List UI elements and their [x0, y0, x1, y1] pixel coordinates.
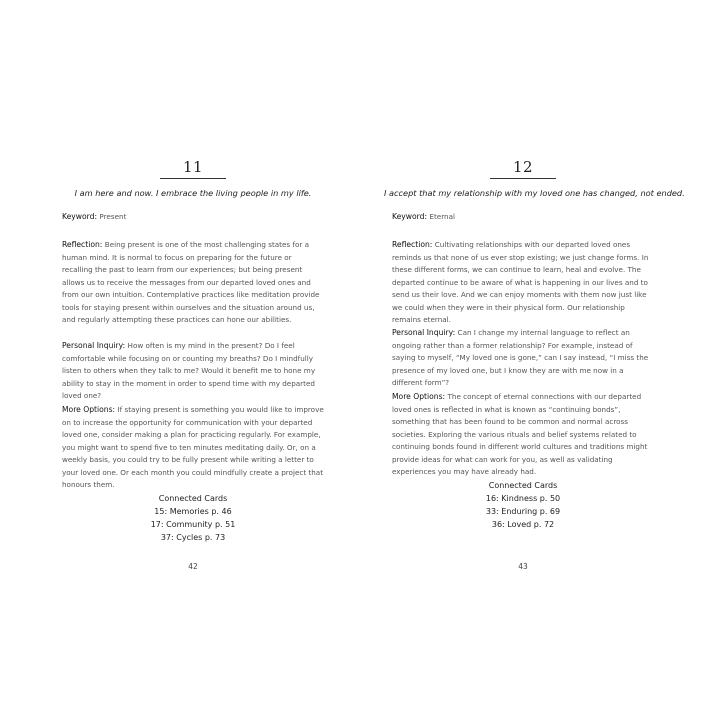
connected-cards	[392, 479, 654, 531]
connected-card-item: 37: Cycles p. 73	[160, 533, 226, 542]
left-page	[62, 0, 324, 720]
more-options-section: More Options: If staying present is something you would like to improve on to increase the opportunity for communication with your departed loved one, consider making a plan for practicing regularly. For example, you might want to spend five to ten minutes meditating daily. Or, on a weekly basis, you could try to be fully present while writing a letter to your loved one. Or each month you could mindfully create a project that honours them.	[62, 405, 324, 489]
keyword-label: Keyword	[392, 212, 425, 221]
keyword-value: Present	[99, 212, 127, 221]
reflection-text: Being present is one of the most challenging states for a human mind. It is normal to focus on preparing for the future or recalling the past to learn from our experiences; but being present allows us to receive the messages from our departed loved ones and from our own intuition. Contemplative practices like meditation provide tools for staying present within ourselves and the situation around us, and regularly attempting these practices can hone our abilities.	[62, 240, 320, 324]
connected-card-item: 17: Community p. 51	[150, 520, 236, 529]
personal-inquiry-text: Can I change my internal language to reflect an ongoing rather than a former relationship? For example, instead of saying to myself, “My loved one is gone,” can I say instead, “I miss the presence of my loved one, but I know they are with me now in a different form”?	[392, 328, 649, 387]
keyword-label: Keyword	[62, 212, 95, 221]
connected-cards	[62, 492, 324, 544]
card-number: 12	[512, 158, 534, 176]
card-number-rule	[490, 178, 556, 179]
right-page	[384, 0, 685, 720]
more-options-text: If staying present is something you would like to improve on to increase the opportunity for communication with your departed loved one, consider making a plan for practicing regularly. For example, you might want to spend five to ten minutes meditating daily. Or, on a weekly basis, you could try to be fully present while writing a letter to your loved one. Or each month you could mindfully create a project that honours them.	[62, 405, 324, 489]
personal-inquiry-label: Personal Inquiry	[62, 341, 123, 350]
card-number: 11	[182, 158, 204, 176]
reflection-section: Reflection: Being present is one of the most challenging states for a human mind. It is normal to focus on preparing for the future or recalling the past to learn from our experiences; but being present allows us to receive the messages from our departed loved ones and from our own intuition. Contemplative practices like meditation provide tools for staying present within ourselves and the situation around us, and regularly attempting these practices can hone our abilities.	[62, 240, 320, 324]
reflection-text: Cultivating relationships with our departed loved ones reminds us that none of us ever stop existing; we just change forms. In these different forms, we can continue to learn, heal and evolve. The departed continue to be aware of what is happening in our lives and to send us their love. And we can enjoy moments with them now just like we could when they were in their physical form. Our relationship remains eternal.	[392, 240, 649, 324]
keyword-value: Eternal	[429, 212, 455, 221]
personal-inquiry-section: Personal Inquiry: Can I change my internal language to reflect an ongoing rather than a former relationship? For example, instead of saying to myself, “My loved one is gone,” can I say instead, “I miss the presence of my loved one, but I know they are with me now in a different form”?	[392, 328, 649, 387]
connected-card-item: 16: Kindness p. 50	[485, 494, 561, 503]
more-options-text: The concept of eternal connections with our departed loved ones is reflected in what is known as “continuing bonds”, something that has been found to be common and normal across societies. Exploring the various rituals and belief systems related to continuing bonds found in different world cultures and traditions might provide ideas for what can work for you, as well as validating experiences you may have already had.	[392, 392, 648, 476]
page-number: 42	[188, 562, 198, 571]
affirmation: I am here and now. I embrace the living people in my life.	[74, 188, 312, 198]
connected-card-item: 33: Enduring p. 69	[485, 507, 561, 516]
personal-inquiry-label: Personal Inquiry	[392, 328, 453, 337]
affirmation: I accept that my relationship with my loved one has changed, not ended.	[384, 188, 685, 198]
reflection-section: Reflection: Cultivating relationships with our departed loved ones reminds us that none of us ever stop existing; we just change forms. In these different forms, we can continue to learn, heal and evolve. The departed continue to be aware of what is happening in our lives and to send us their love. And we can enjoy moments with them now just like we could when they were in their physical form. Our relationship remains eternal.	[392, 240, 649, 324]
page-number: 43	[518, 562, 528, 571]
connected-cards-title: Connected Cards	[488, 481, 558, 490]
connected-card-item: 15: Memories p. 46	[154, 507, 232, 516]
more-options-section: More Options: The concept of eternal connections with our departed loved ones is reflected in what is known as “continuing bonds”, something that has been found to be common and normal across societies. Exploring the various rituals and belief systems related to continuing bonds found in different world cultures and traditions might provide ideas for what can work for you, as well as validating experiences you may have already had.	[392, 392, 648, 476]
connected-card-item: 36: Loved p. 72	[491, 520, 555, 529]
keyword-line: Keyword: Present	[62, 212, 127, 221]
keyword-line: Keyword: Eternal	[392, 212, 455, 221]
reflection-label: Reflection	[62, 240, 100, 249]
connected-cards-title: Connected Cards	[158, 494, 228, 503]
more-options-label: More Options	[392, 392, 443, 401]
personal-inquiry-section: Personal Inquiry: How often is my mind in the present? Do I feel comfortable while focusing on or counting my breaths? Do I mindfully listen to others when they talk to me? Would it benefit me to hone my ability to stay in the moment in order to spend time with my departed loved one?	[62, 341, 316, 400]
personal-inquiry-text: How often is my mind in the present? Do I feel comfortable while focusing on or counting my breaths? Do I mindfully listen to others when they talk to me? Would it benefit me to hone my ability to stay in the moment in order to spend time with my departed loved one?	[62, 341, 316, 400]
card-number-rule	[160, 178, 226, 179]
reflection-label: Reflection	[392, 240, 430, 249]
more-options-label: More Options	[62, 405, 113, 414]
